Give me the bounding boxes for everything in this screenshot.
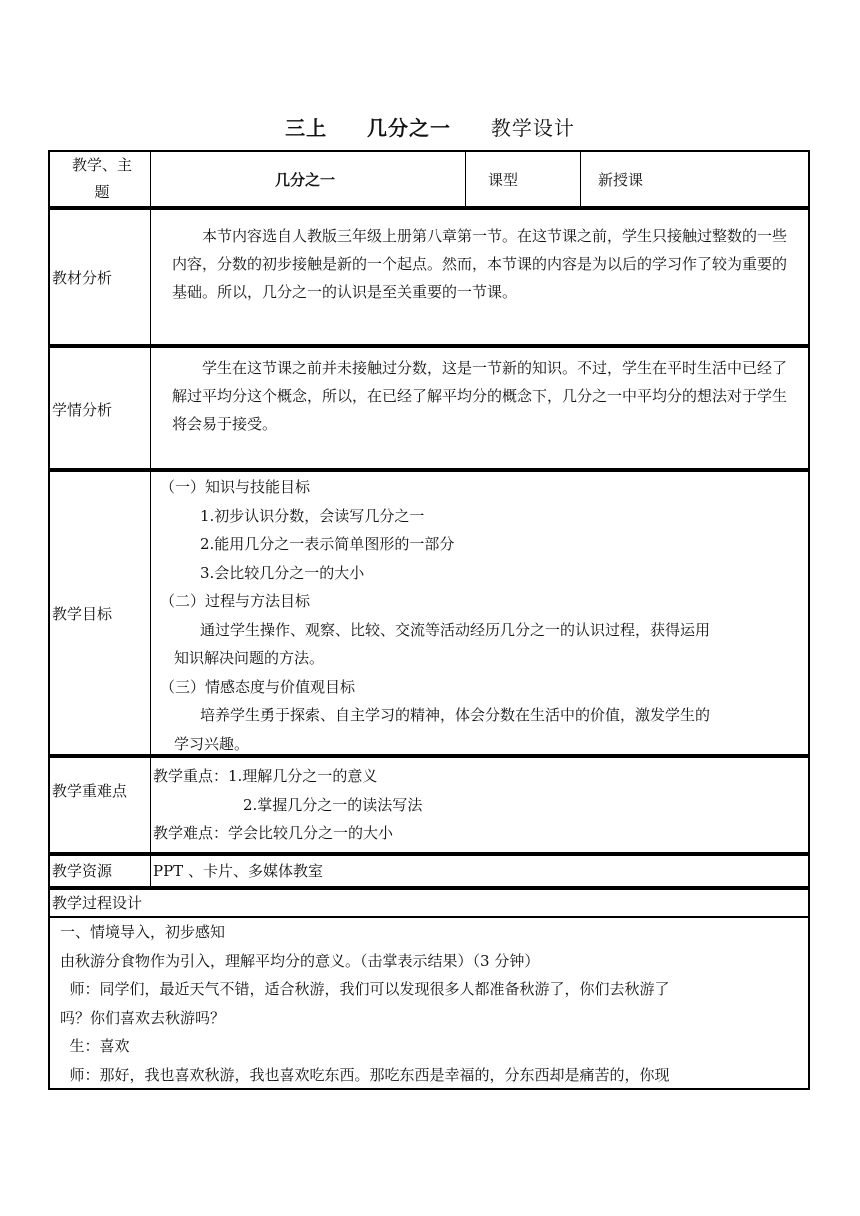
topic-label: 教学、主题 <box>72 156 133 201</box>
process-text: 知识解决问题的方法。 <box>174 649 325 667</box>
title-suffix: 教学设计 <box>490 116 575 140</box>
topic-value: 几分之一 <box>275 171 336 189</box>
material-analysis-label: 教材分析 <box>52 269 113 287</box>
title-grade: 三上 <box>285 116 328 140</box>
emotion-title: （三）情感态度与价值观目标 <box>160 677 356 696</box>
key-points-content <box>153 762 793 848</box>
objectives-content <box>160 473 800 758</box>
emotion-text: 培养学生勇于探索、自主学习的精神，体会分数在生活中的价值，激发学生的 <box>200 706 711 724</box>
process-line: 师：同学们，最近天气不错，适合秋游，我们可以发现很多人都准备秋游了，你们去秋游了 <box>60 980 670 998</box>
lesson-type-label: 课型 <box>488 171 519 189</box>
resources-value: PPT 、卡片、多媒体教室 <box>153 862 323 880</box>
objectives-label: 教学目标 <box>52 605 113 623</box>
knowledge-item: 3.会比较几分之一的大小 <box>200 563 365 582</box>
knowledge-title: （一）知识与技能目标 <box>160 478 311 496</box>
document-title <box>0 112 860 141</box>
title-topic: 几分之一 <box>367 116 451 140</box>
resources-label: 教学资源 <box>52 862 113 880</box>
knowledge-item: 1.初步认识分数，会读写几分之一 <box>200 506 425 525</box>
key-point: 教学重点：1.理解几分之一的意义 <box>153 767 378 785</box>
knowledge-item: 2.能用几分之一表示简单图形的一部分 <box>200 535 455 553</box>
process-content <box>60 918 800 1089</box>
student-analysis-label: 学情分析 <box>52 401 113 419</box>
process-line: 由秋游分食物作为引入，理解平均分的意义。（击掌表示结果）（3 分钟） <box>60 951 540 970</box>
process-line: 师：那好，我也喜欢秋游，我也喜欢吃东西。那吃东西是幸福的，分东西却是痛苦的，你现 <box>60 1065 670 1084</box>
process-line: 吗？你们喜欢去秋游吗？ <box>60 1008 226 1027</box>
process-text: 通过学生操作、观察、比较、交流等活动经历几分之一的认识过程，获得运用 <box>200 620 711 639</box>
lesson-type-value: 新授课 <box>598 171 644 189</box>
process-title: （二）过程与方法目标 <box>160 592 311 610</box>
material-analysis-text: 本节内容选自人教版三年级上册第八章第一节。在这节课之前，学生只接触过整数的一些内容，分数的初步接触是新的一个起点。然而，本节课的内容是为以后的学习作了较为重要的基础。所以，几分之一的认识是至关重要的一节课。 <box>172 227 788 301</box>
key-points-label: 教学重难点 <box>52 782 128 800</box>
student-analysis-text: 学生在这节课之前并未接触过分数，这是一节新的知识。不过，学生在平时生活中已经了解过平均分这个概念，所以，在已经了解平均分的概念下，几分之一中平均分的想法对于学生将会易于接受。 <box>172 359 788 433</box>
process-header: 教学过程设计 <box>52 894 143 912</box>
process-line: 生：喜欢 <box>60 1037 130 1055</box>
key-point: 2.掌握几分之一的读法写法 <box>243 795 423 814</box>
process-line: 一、情境导入，初步感知 <box>60 923 226 941</box>
difficult-point: 教学难点：学会比较几分之一的大小 <box>153 824 394 842</box>
emotion-text: 学习兴趣。 <box>174 734 250 753</box>
